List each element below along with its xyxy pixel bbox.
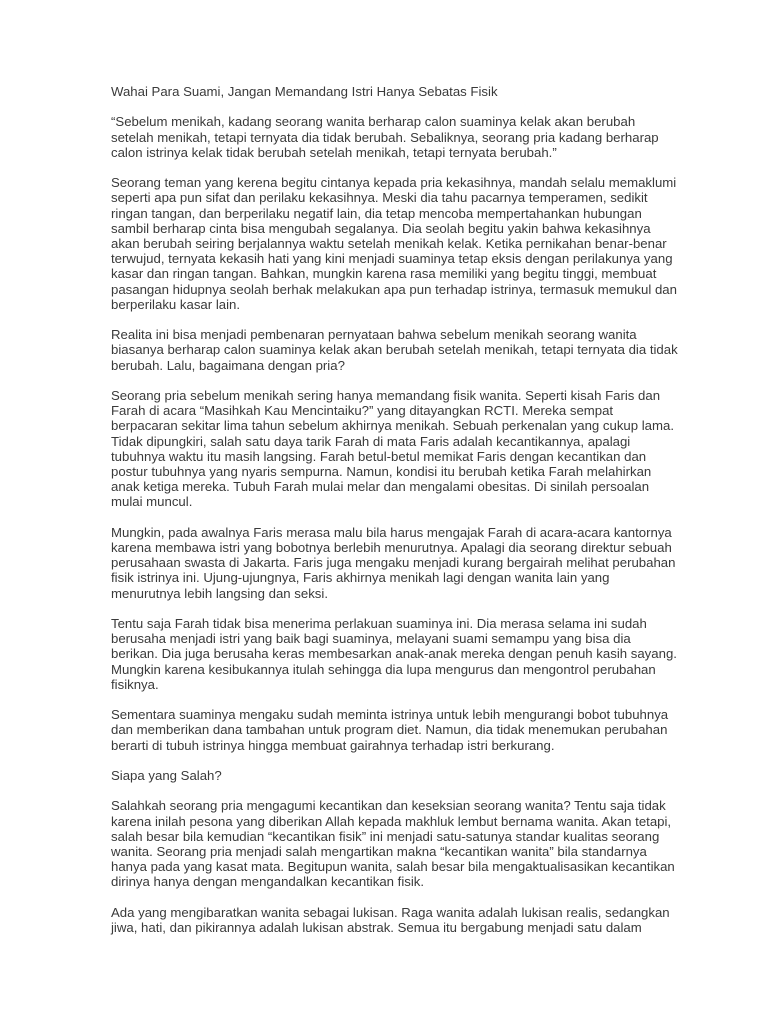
paragraph <box>111 388 674 510</box>
paragraph-line: berusaha menjadi istri yang baik bagi suaminya, melayani suami semampu yang bisa dia <box>111 631 631 647</box>
paragraph-line: berikan. Dia juga berusaha keras membesarkan anak-anak mereka dengan penuh kasih sayang. <box>111 646 677 662</box>
paragraph-line: Seorang teman yang kerena begitu cintanya kepada pria kekasihnya, mandah selalu memaklumi <box>111 175 677 191</box>
paragraph-line: fisik istrinya ini. Ujung-ujungnya, Faris akhirnya menikah lagi dengan wanita lain yang <box>111 570 610 586</box>
paragraph-line: jiwa, hati, dan pikirannya adalah lukisan abstrak. Semua itu bergabung menjadi satu dalam <box>111 920 642 936</box>
paragraph-line: terwujud, ternyata kekasih hati yang kini menjadi suaminya tetap eksis dengan perilakunya yang <box>111 251 673 267</box>
paragraph <box>111 524 676 601</box>
paragraph-line: berperilaku kasar lain. <box>111 296 241 312</box>
paragraph-line: Realita ini bisa menjadi pembenaran pernyataan bahwa sebelum menikah seorang wanita <box>111 327 637 343</box>
paragraph-line: Ada yang mengibaratkan wanita sebagai lukisan. Raga wanita adalah lukisan realis, sedangkan <box>111 904 670 920</box>
paragraph-line: karena inilah pesona yang diberikan Allah kepada makhluk lembut bernama wanita. Akan tetapi, <box>111 813 672 829</box>
paragraph-line: seperti apa pun sifat dan perilaku kekasihnya. Meski dia tahu pacarnya temperamen, sedikit <box>111 190 648 206</box>
paragraph-line: biasanya berharap calon suaminya kelak akan berubah setelah menikah, tetapi ternyata dia tidak <box>111 342 678 358</box>
paragraph-line: fisiknya. <box>111 676 159 692</box>
paragraph-line: hanya pada yang kasat mata. Begitupun wanita, salah besar bila mengaktualisasikan kecantikan <box>111 859 675 875</box>
paragraph-line: pasangan hidupnya seolah berhak melakukan apa pun terhadap istrinya, termasuk memukul dan <box>111 281 677 297</box>
paragraph-line: menurutnya lebih langsing dan seksi. <box>111 585 328 601</box>
paragraph <box>111 768 671 783</box>
paragraph-line: berubah. Lalu, bagaimana dengan pria? <box>111 357 345 373</box>
paragraph-line: Salahkah seorang pria mengagumi kecantikan dan keseksian seorang wanita? Tentu saja tidak <box>111 798 666 814</box>
paragraph <box>111 175 677 312</box>
paragraph-line: Mungkin, pada awalnya Faris merasa malu bila harus mengajak Farah di acara-acara kantornya <box>111 524 672 540</box>
paragraph-line: tubuhnya waktu itu masih langsing. Farah betul-betul memikat Faris dengan kecantikan dan <box>111 448 647 464</box>
paragraph-line: Tentu saja Farah tidak bisa menerima perlakuan suaminya ini. Dia merasa selama ini sudah <box>111 616 647 632</box>
paragraph-line: ringan tangan, dan berperilaku negatif lain, dia tetap mencoba mempertahankan hubungan <box>111 205 642 221</box>
paragraph-line: Siapa yang Salah? <box>111 768 222 784</box>
paragraph-line: “Sebelum menikah, kadang seorang wanita berharap calon suaminya kelak akan berubah <box>111 114 636 130</box>
paragraph-line: akan berubah seiring berjalannya waktu setelah menikah kelak. Ketika pernikahan benar-benar <box>111 236 667 251</box>
paragraph-line: Tidak dipungkiri, salah satu daya tarik Farah di mata Faris adalah kecantikannya, apalagi <box>111 433 631 449</box>
paragraph-line: salah besar bila kemudian “kecantikan fisik” ini menjadi satu-satunya standar kualitas seorang <box>111 828 660 844</box>
paragraph-line: setelah menikah, tetapi ternyata dia tidak berubah. Sebaliknya, seorang pria kadang berharap <box>111 129 659 145</box>
paragraph-line: mulai muncul. <box>111 494 193 510</box>
paragraph-line: berpacaran sekitar lima tahun sebelum akhirnya menikah. Sebuah perkenalan yang cukup lama. <box>111 418 674 434</box>
paragraph-line: dirinya hanya dengan mengandalkan kecantikan fisik. <box>111 874 425 890</box>
paragraph-line: Seorang pria sebelum menikah sering hanya memandang fisik wanita. Seperti kisah Faris dan <box>111 388 661 403</box>
paragraph-line: Mungkin karena kesibukannya itulah sehingga dia lupa mengurus dan mengontrol perubahan <box>111 661 656 677</box>
article-paragraphs <box>111 114 678 936</box>
paragraph-line: dan memberikan dana tambahan untuk program diet. Namun, dia tidak menemukan perubahan <box>111 722 668 738</box>
paragraph-line: wanita. Seorang pria menjadi salah mengartikan makna “kecantikan wanita” bila standarnya <box>111 844 647 860</box>
paragraph <box>111 905 671 935</box>
paragraph-line: calon istrinya kelak tidak berubah setelah menikah, tetapi ternyata berubah.” <box>111 144 557 160</box>
paragraph-line: sambil berharap cinta bisa mengubah segalanya. Dia seolah begitu yakin bahwa kekasihnya <box>111 220 651 236</box>
paragraph-line: Farah di acara “Masihkah Kau Mencintaiku?” yang ditayangkan RCTI. Mereka sempat <box>111 403 614 419</box>
paragraph-line: anak ketiga mereka. Tubuh Farah mulai melar dan mengalami obesitas. Di sinilah persoalan <box>111 479 650 495</box>
paragraph <box>111 327 678 373</box>
paragraph-line: postur tubuhnya yang nyaris sempurna. Namun, kondisi itu berubah ketika Farah melahirkan <box>111 464 652 480</box>
paragraph <box>111 798 675 890</box>
paragraph-line: Sementara suaminya mengaku sudah meminta istrinya untuk lebih mengurangi bobot tubuhnya <box>111 707 669 723</box>
article-body <box>111 84 678 950</box>
paragraph-line: karena membawa istri yang bobotnya berlebih menurutnya. Apalagi dia seorang direktur sebuah <box>111 540 672 556</box>
article-title: Wahai Para Suami, Jangan Memandang Istri Hanya Sebatas Fisik <box>111 84 498 99</box>
paragraph-line: kasar dan ringan tangan. Bahkan, mungkin karena rasa memiliki yang begitu tinggi, membuat <box>111 266 657 282</box>
paragraph <box>111 616 677 692</box>
paragraph <box>111 114 671 160</box>
paragraph <box>111 707 671 753</box>
paragraph-line: berarti di tubuh istrinya hingga membuat gairahnya terhadap istri berkurang. <box>111 737 555 753</box>
paragraph-line: perusahaan swasta di Jakarta. Faris juga mengaku menjadi kurang bergairah melihat perubahan <box>111 555 676 571</box>
